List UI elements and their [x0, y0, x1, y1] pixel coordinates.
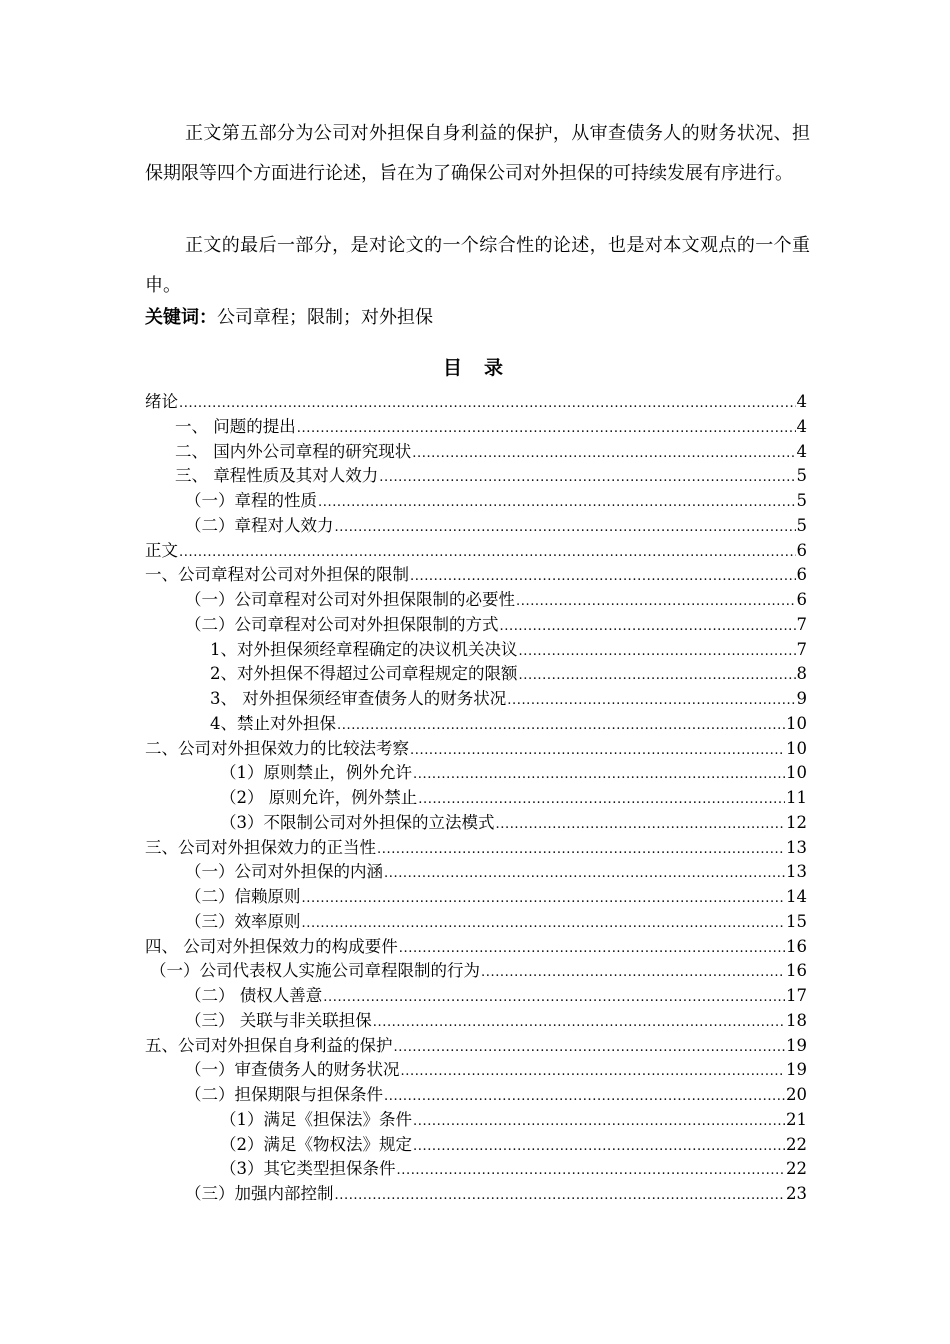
- toc-entry[interactable]: [145, 588, 807, 613]
- toc-entry[interactable]: [145, 390, 807, 415]
- toc-entry-title: （二）公司章程对公司对外担保限制的方式: [185, 614, 499, 634]
- keywords-value: 公司章程；限制；对外担保: [217, 307, 433, 328]
- body-paragraph: 正文的最后一部分，是对论文的一个综合性的论述，也是对本文观点的一个重申。: [145, 235, 810, 296]
- toc-page-number: 12: [786, 812, 807, 832]
- toc-leader-dots: [302, 887, 786, 912]
- toc-leader-dots: [384, 1085, 785, 1110]
- toc-page-number: 22: [786, 1159, 807, 1179]
- toc-leader-dots: [496, 813, 786, 838]
- toc-entry[interactable]: [145, 761, 807, 786]
- toc-entry[interactable]: [145, 440, 807, 465]
- toc-page-number: 7: [796, 639, 807, 659]
- toc-entry[interactable]: [145, 415, 807, 440]
- toc-leader-dots: [418, 788, 785, 813]
- toc-leader-dots: [335, 1184, 786, 1209]
- table-of-contents: [145, 390, 807, 1207]
- toc-entry-title: 2、对外担保不得超过公司章程规定的限额: [210, 664, 518, 684]
- toc-page-number: 14: [786, 887, 807, 906]
- toc-leader-dots: [410, 739, 785, 764]
- toc-page-number: 5: [796, 515, 807, 535]
- toc-page-number: 5: [796, 491, 807, 510]
- toc-leader-dots: [323, 986, 785, 1011]
- toc-leader-dots: [399, 937, 785, 962]
- toc-entry-title: 四、 公司对外担保效力的构成要件: [145, 936, 398, 956]
- toc-leader-dots: [401, 1060, 786, 1085]
- toc-entry-title: （1）满足《担保法》条件: [220, 1109, 412, 1129]
- toc-page-number: 22: [786, 1134, 807, 1154]
- toc-page-number: 19: [786, 1035, 807, 1055]
- toc-entry[interactable]: [145, 712, 807, 737]
- toc-entry[interactable]: [145, 662, 807, 687]
- toc-entry-title: （3）其它类型担保条件: [220, 1159, 396, 1179]
- toc-entry-title: （一）章程的性质: [185, 491, 317, 510]
- toc-page-number: 15: [786, 911, 807, 931]
- toc-page-number: 6: [796, 590, 807, 609]
- toc-page-number: 13: [786, 837, 807, 857]
- toc-entry[interactable]: [145, 836, 807, 861]
- toc-entry-title: 1、对外担保须经章程确定的决议机关决议: [210, 639, 518, 659]
- toc-entry-title: （二）章程对人效力: [185, 515, 334, 535]
- toc-entry-title: 一、公司章程对公司对外担保的限制: [145, 565, 409, 585]
- toc-leader-dots: [413, 1110, 785, 1135]
- toc-page-number: 17: [786, 986, 807, 1005]
- toc-leader-dots: [481, 961, 785, 986]
- toc-leader-dots: [384, 862, 785, 887]
- toc-entry[interactable]: [145, 811, 807, 836]
- toc-entry[interactable]: [145, 1182, 807, 1207]
- toc-leader-dots: [519, 640, 796, 665]
- toc-page-number: 4: [796, 441, 807, 461]
- toc-page-number: 10: [786, 738, 807, 758]
- toc-entry-title: （一）公司对外担保的内涵: [185, 862, 383, 882]
- toc-leader-dots: [507, 689, 795, 714]
- toc-entry-title: 绪论: [145, 392, 178, 411]
- toc-title-char: 录: [484, 357, 508, 379]
- toc-entry[interactable]: [145, 1157, 807, 1182]
- toc-entry[interactable]: [145, 860, 807, 885]
- toc-page-number: 6: [796, 565, 807, 585]
- toc-leader-dots: [379, 466, 795, 491]
- toc-entry-title: 五、公司对外担保自身利益的保护: [145, 1035, 393, 1055]
- toc-page-number: 23: [786, 1184, 807, 1203]
- toc-page-number: 19: [786, 1060, 807, 1080]
- toc-entry-title: 3、 对外担保须经审查债务人的财务状况: [210, 689, 507, 708]
- toc-entry[interactable]: [145, 984, 807, 1009]
- toc-entry[interactable]: [145, 737, 807, 762]
- toc-entry-title: （三） 关联与非关联担保: [185, 1010, 372, 1030]
- toc-entry-title: （二） 债权人善意: [185, 986, 323, 1005]
- toc-page-number: 18: [786, 1010, 807, 1030]
- toc-entry-title: 三、公司对外担保效力的正当性: [145, 837, 376, 857]
- toc-entry[interactable]: [145, 786, 807, 811]
- toc-entry-title: （二）担保期限与担保条件: [185, 1085, 383, 1104]
- toc-entry-title: （三）效率原则: [185, 911, 301, 931]
- toc-entry[interactable]: [145, 563, 807, 588]
- toc-entry[interactable]: [145, 489, 807, 514]
- toc-entry[interactable]: [145, 613, 807, 638]
- toc-page-number: 9: [796, 689, 807, 708]
- toc-entry-title: 二、 国内外公司章程的研究现状: [175, 441, 412, 461]
- toc-page-number: 4: [796, 416, 807, 436]
- toc-leader-dots: [516, 590, 796, 615]
- toc-leader-dots: [377, 838, 785, 863]
- toc-entry[interactable]: [145, 1009, 807, 1034]
- toc-entry[interactable]: [145, 514, 807, 539]
- toc-page-number: 4: [796, 392, 807, 411]
- toc-entry[interactable]: [145, 464, 807, 489]
- toc-leader-dots: [412, 442, 795, 467]
- toc-entry[interactable]: [145, 1083, 807, 1108]
- toc-leader-dots: [413, 1135, 785, 1160]
- toc-entry[interactable]: [145, 1108, 807, 1133]
- toc-entry-title: 二、公司对外担保效力的比较法考察: [145, 738, 409, 758]
- toc-entry[interactable]: [145, 959, 807, 984]
- toc-leader-dots: [335, 516, 796, 541]
- toc-page-number: 8: [796, 664, 807, 684]
- toc-entry-title: （3）不限制公司对外担保的立法模式: [220, 812, 495, 832]
- toc-leader-dots: [179, 541, 796, 566]
- toc-page-number: 5: [796, 466, 807, 486]
- toc-entry-title: （一）公司代表权人实施公司章程限制的行为: [150, 961, 480, 981]
- toc-entry[interactable]: [145, 935, 807, 960]
- toc-leader-dots: [519, 664, 796, 689]
- toc-entry-title: 一、 问题的提出: [175, 416, 296, 436]
- toc-leader-dots: [337, 714, 785, 739]
- toc-entry-title: 三、 章程性质及其对人效力: [175, 466, 379, 486]
- toc-leader-dots: [373, 1011, 785, 1036]
- keywords-line: [145, 302, 810, 334]
- toc-entry-title: （2） 原则允许，例外禁止: [220, 788, 418, 807]
- toc-entry[interactable]: [145, 638, 807, 663]
- toc-entry[interactable]: [145, 1058, 807, 1083]
- toc-entry-title: 正文: [145, 540, 178, 560]
- toc-page-number: 13: [786, 862, 807, 882]
- toc-page-number: 16: [786, 936, 807, 956]
- toc-page-number: 7: [796, 614, 807, 634]
- toc-leader-dots: [500, 615, 796, 640]
- toc-entry-title: （三）加强内部控制: [185, 1184, 334, 1203]
- toc-entry[interactable]: [145, 1034, 807, 1059]
- toc-entry[interactable]: [145, 687, 807, 712]
- toc-leader-dots: [413, 763, 785, 788]
- toc-leader-dots: [179, 392, 796, 417]
- keywords-label: 关键词：: [145, 307, 217, 328]
- toc-page-number: 21: [786, 1109, 807, 1129]
- toc-entry[interactable]: [145, 910, 807, 935]
- toc-entry-title: （一）公司章程对公司对外担保限制的必要性: [185, 590, 515, 609]
- toc-leader-dots: [318, 491, 796, 516]
- toc-leader-dots: [394, 1036, 786, 1061]
- toc-page-number: 10: [786, 763, 807, 783]
- toc-page-number: 10: [786, 713, 807, 733]
- toc-entry-title: （二）信赖原则: [185, 887, 301, 906]
- toc-entry-title: （一）审查债务人的财务状况: [185, 1060, 400, 1080]
- toc-title: [0, 352, 950, 384]
- toc-entry-title: （1）原则禁止，例外允许: [220, 763, 412, 783]
- toc-title-char: 目: [442, 357, 466, 379]
- toc-page-number: 6: [796, 540, 807, 560]
- toc-page-number: 11: [786, 788, 807, 807]
- toc-entry-title: 4、禁止对外担保: [210, 713, 336, 733]
- toc-entry[interactable]: [145, 1133, 807, 1158]
- toc-leader-dots: [302, 912, 786, 937]
- toc-entry[interactable]: [145, 885, 807, 910]
- toc-leader-dots: [410, 565, 796, 590]
- toc-leader-dots: [397, 1159, 786, 1184]
- toc-page-number: 16: [786, 961, 807, 981]
- toc-page-number: 20: [786, 1085, 807, 1104]
- toc-leader-dots: [297, 417, 796, 442]
- toc-entry-title: （2）满足《物权法》规定: [220, 1134, 412, 1154]
- body-paragraph: 正文第五部分为公司对外担保自身利益的保护，从审查债务人的财务状况、担保期限等四个方面进行论述，旨在为了确保公司对外担保的可持续发展有序进行。: [145, 123, 810, 184]
- toc-entry[interactable]: [145, 539, 807, 564]
